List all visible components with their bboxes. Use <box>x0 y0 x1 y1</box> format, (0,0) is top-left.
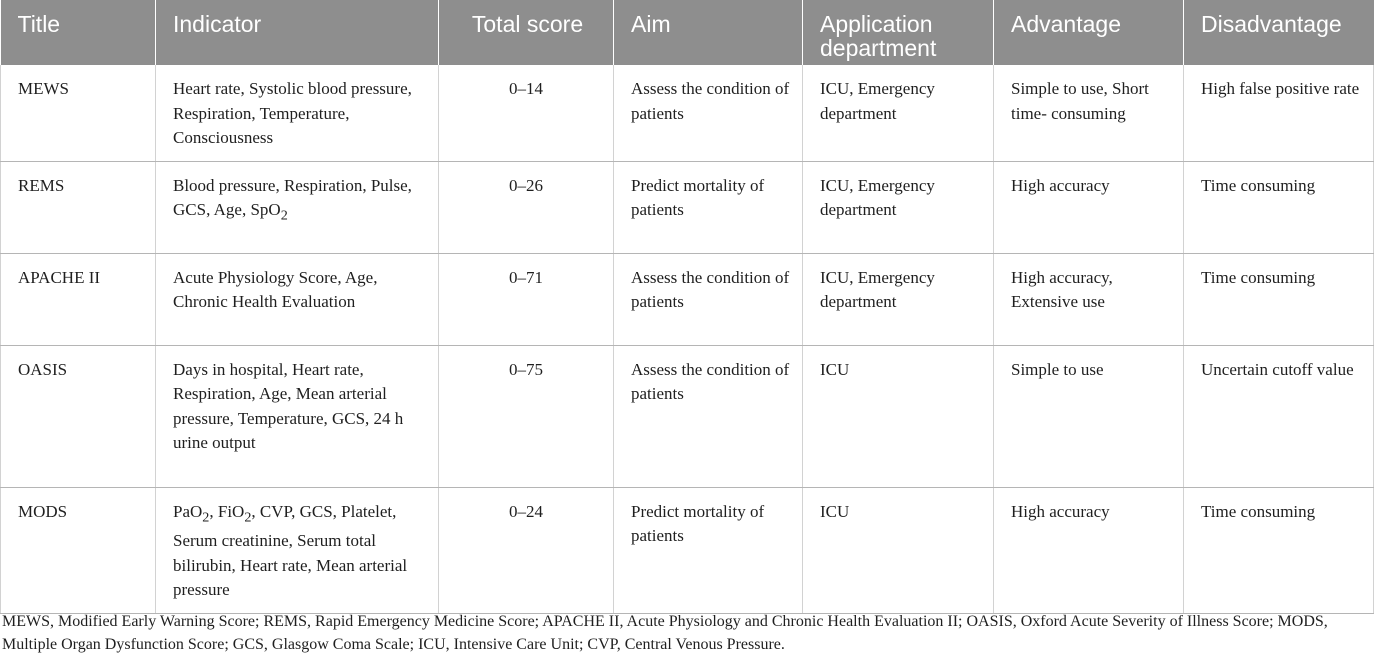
cell-department: ICU, Emergency department <box>803 253 994 345</box>
header-application-department: Application department <box>803 0 994 65</box>
subscript: 2 <box>244 508 252 525</box>
cell-advantage: High accuracy, Extensive use <box>994 253 1184 345</box>
cell-disadvantage: High false positive rate <box>1184 65 1374 161</box>
cell-disadvantage: Uncertain cutoff value <box>1184 345 1374 487</box>
cell-total-score: 0–26 <box>439 161 614 253</box>
cell-advantage: Simple to use, Short time- consuming <box>994 65 1184 161</box>
cell-aim: Predict mortality of patients <box>614 161 803 253</box>
cell-indicator <box>156 161 439 253</box>
header-indicator: Indicator <box>156 0 439 65</box>
cell-aim: Assess the condition of patients <box>614 345 803 487</box>
cell-indicator: Acute Physiology Score, Age, Chronic Health Evaluation <box>156 253 439 345</box>
indicator-text: PaO <box>173 501 203 521</box>
cell-indicator <box>156 487 439 613</box>
cell-title: MODS <box>1 487 156 613</box>
cell-title: REMS <box>1 161 156 253</box>
cell-title: OASIS <box>1 345 156 487</box>
cell-title: MEWS <box>1 65 156 161</box>
cell-department: ICU <box>803 345 994 487</box>
cell-disadvantage: Time consuming <box>1184 253 1374 345</box>
header-total-score: Total score <box>439 0 614 65</box>
indicator-text: , FiO <box>209 501 245 521</box>
cell-aim: Assess the condition of patients <box>614 253 803 345</box>
cell-indicator: Days in hospital, Heart rate, Respiration, Age, Mean arterial pressure, Temperature, GCS, 24 h urine output <box>156 345 439 487</box>
cell-total-score: 0–75 <box>439 345 614 487</box>
cell-disadvantage: Time consuming <box>1184 161 1374 253</box>
table-row <box>1 487 1374 613</box>
indicator-text: , CVP, GCS, Platelet, Serum creatinine, Serum total bilirubin, Heart rate, Mean arterial pressure <box>173 501 408 600</box>
cell-title: APACHE II <box>1 253 156 345</box>
table-header <box>1 0 1374 65</box>
table-body <box>1 65 1374 613</box>
cell-department: ICU <box>803 487 994 613</box>
table-row <box>1 345 1374 487</box>
cell-disadvantage: Time consuming <box>1184 487 1374 613</box>
cell-aim: Assess the condition of patients <box>614 65 803 161</box>
header-disadvantage: Disadvantage <box>1184 0 1374 65</box>
indicator-text: Blood pressure, Respiration, Pulse, GCS, Age, SpO <box>173 175 412 219</box>
header-advantage: Advantage <box>994 0 1184 65</box>
cell-department: ICU, Emergency department <box>803 65 994 161</box>
cell-indicator: Heart rate, Systolic blood pressure, Respiration, Temperature, Consciousness <box>156 65 439 161</box>
cell-total-score: 0–71 <box>439 253 614 345</box>
cell-aim: Predict mortality of patients <box>614 487 803 613</box>
subscript: 2 <box>202 508 210 525</box>
table-row <box>1 253 1374 345</box>
cell-total-score: 0–24 <box>439 487 614 613</box>
header-aim: Aim <box>614 0 803 65</box>
subscript: 2 <box>280 207 288 224</box>
cell-advantage: High accuracy <box>994 161 1184 253</box>
table-row <box>1 65 1374 161</box>
header-title: Title <box>1 0 156 65</box>
table-footnote: MEWS, Modified Early Warning Score; REMS, Rapid Emergency Medicine Score; APACHE II, Acute Physiology and Chronic Health Evaluation II; OASIS, Oxford Acute Severity of Illness Score; MODS, Multiple Organ Dysfunction Score; GCS, Glasgow Coma Scale; ICU, Intensive Care Unit; CVP, Central Venous Pressure. <box>2 613 1328 653</box>
cell-advantage: High accuracy <box>994 487 1184 613</box>
table-row <box>1 161 1374 253</box>
header-row <box>1 0 1374 65</box>
cell-advantage: Simple to use <box>994 345 1184 487</box>
cell-total-score: 0–14 <box>439 65 614 161</box>
cell-department: ICU, Emergency department <box>803 161 994 253</box>
